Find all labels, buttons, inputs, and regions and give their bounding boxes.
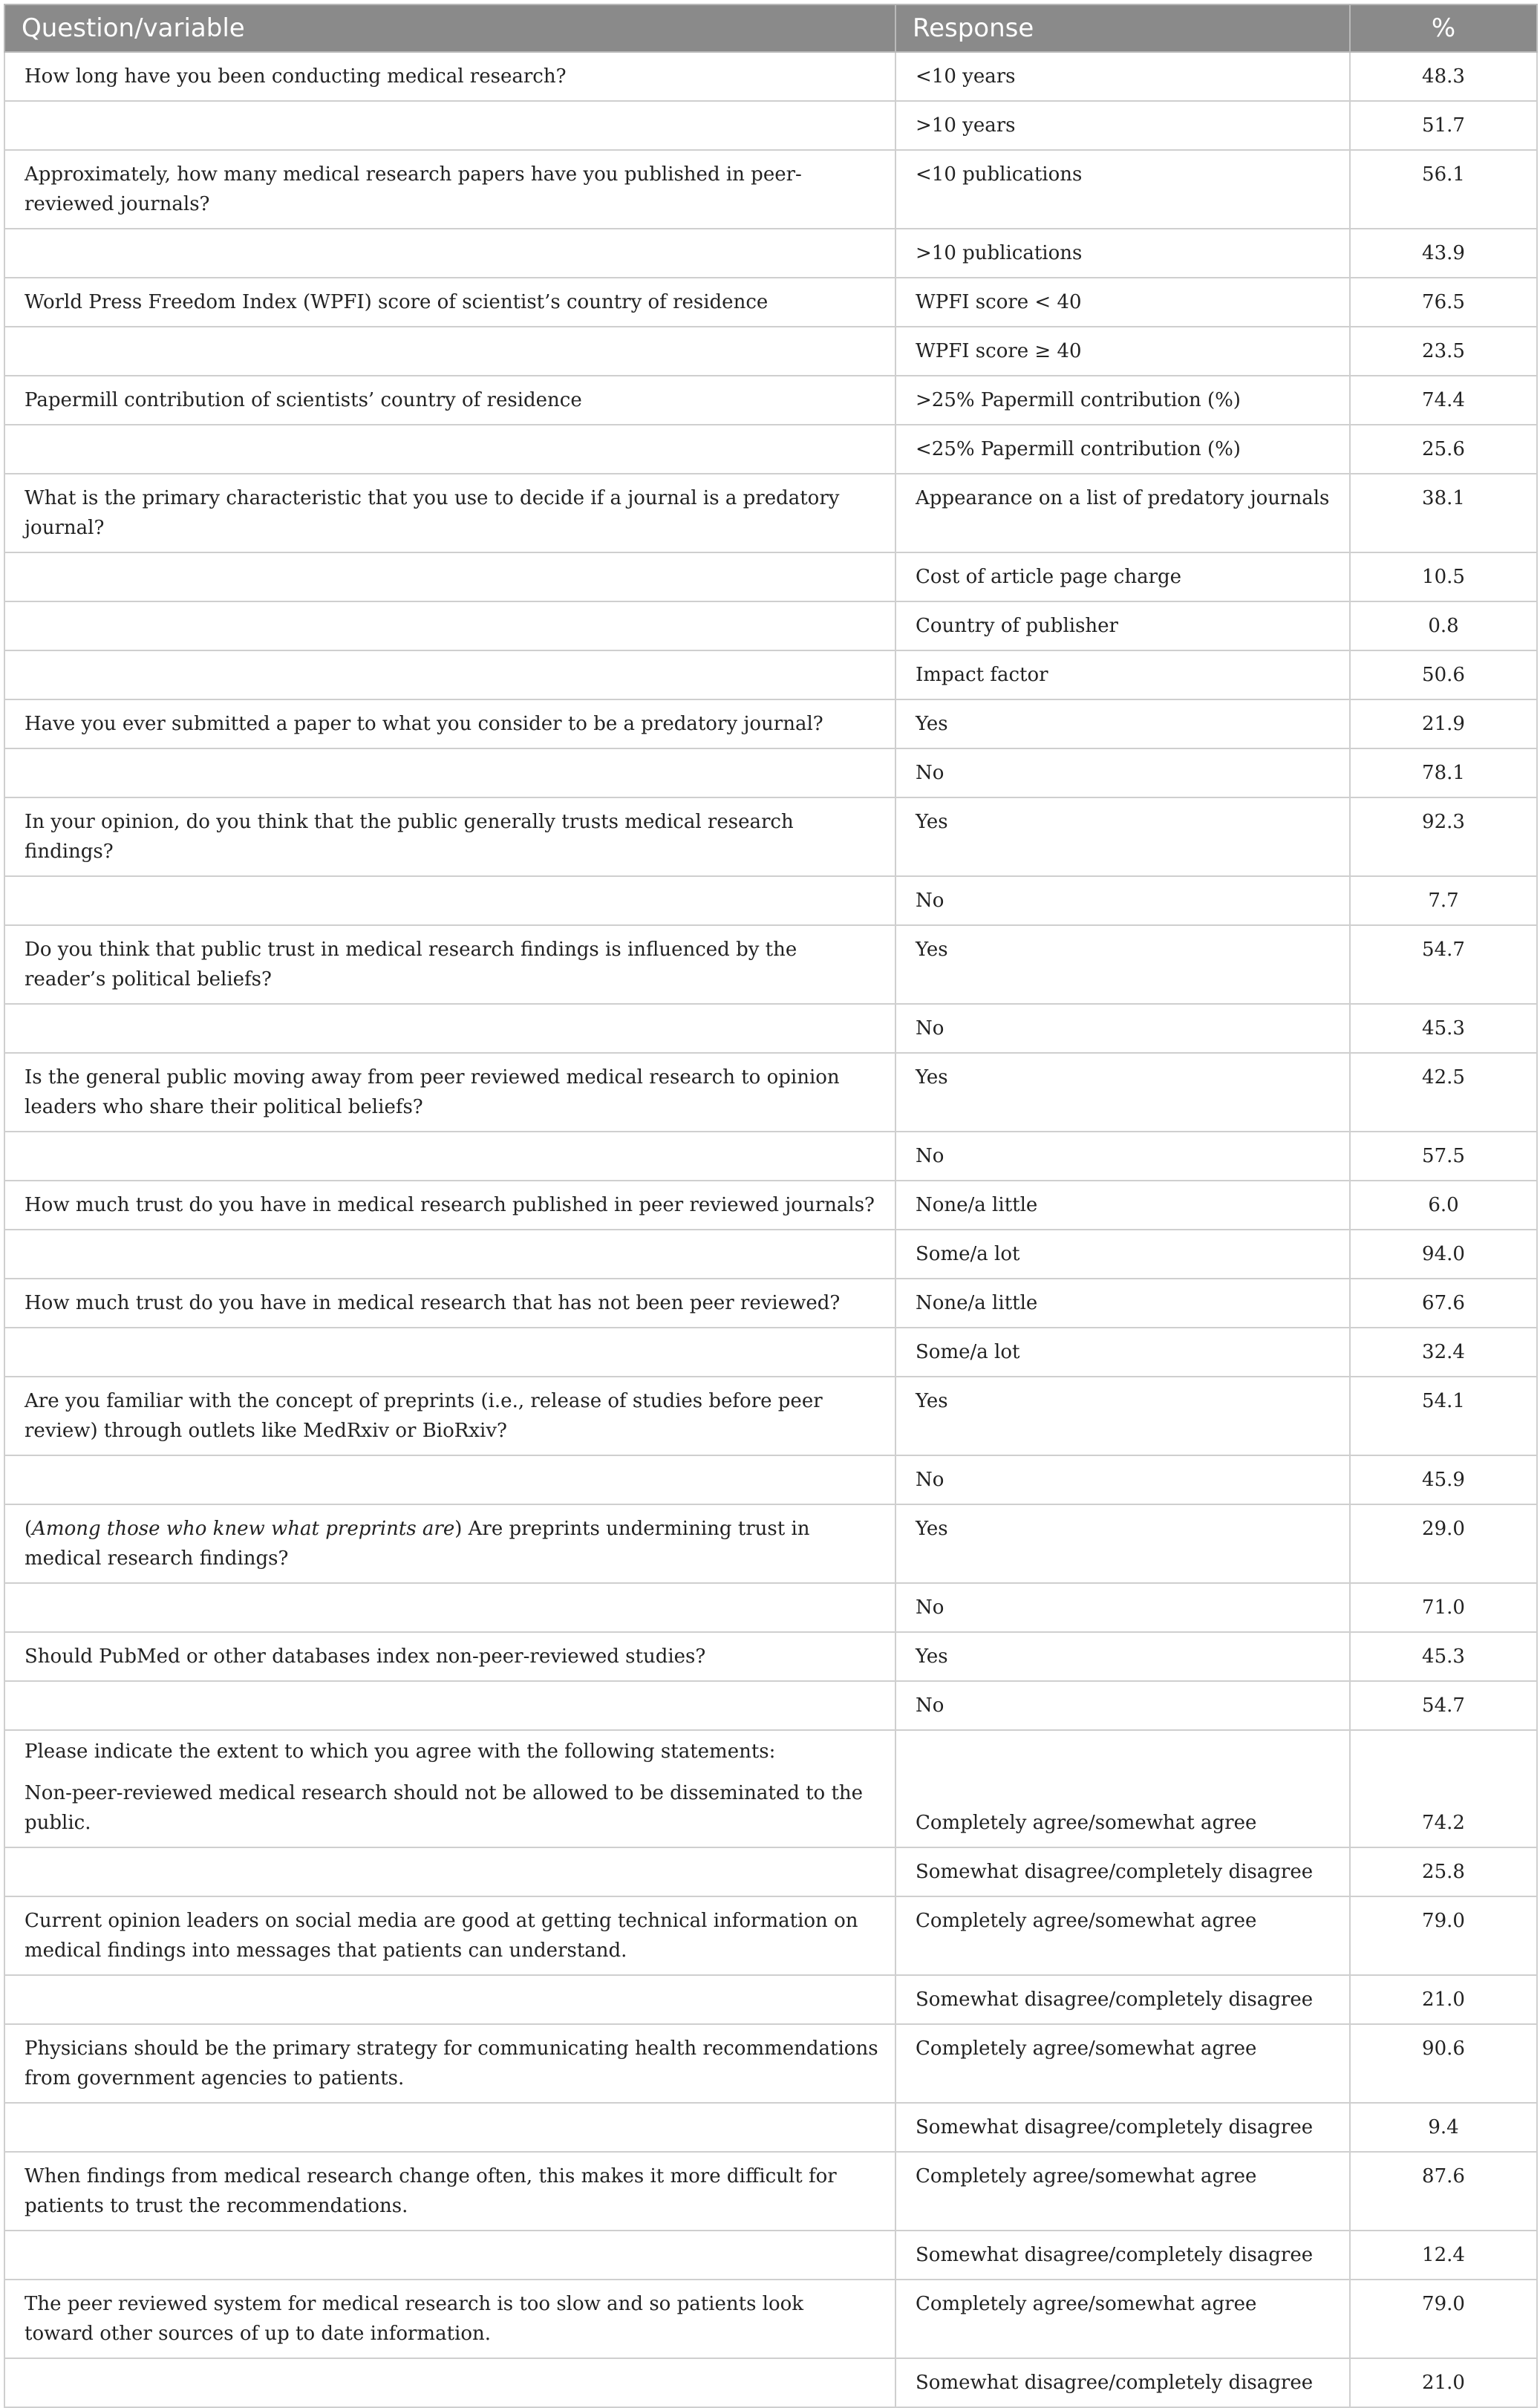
- table-row: [4, 474, 1537, 552]
- response-cell: Some/a lot: [895, 1328, 1350, 1377]
- percent-cell: 56.1: [1350, 150, 1537, 229]
- table-row: [4, 1053, 1537, 1132]
- table-row: [4, 1230, 1537, 1279]
- table-row: [4, 1504, 1537, 1583]
- question-text: Non-peer-reviewed medical research should not be allowed to be disseminated to the public.: [25, 1782, 864, 1834]
- percent-cell: 79.0: [1350, 1896, 1537, 1975]
- table-row: [4, 601, 1537, 650]
- response-cell: Appearance on a list of predatory journals: [895, 474, 1350, 552]
- question-cell: [4, 552, 895, 601]
- question-cell: Current opinion leaders on social media are good at getting technical information on medical findings into messages that patients can understand.: [4, 1896, 895, 1975]
- question-cell: Papermill contribution of scientists’ country of residence: [4, 376, 895, 425]
- table-row: [4, 925, 1537, 1004]
- percent-cell: 74.2: [1350, 1730, 1537, 1847]
- question-cell: [4, 1004, 895, 1053]
- table-row: [4, 1632, 1537, 1681]
- response-cell: Yes: [895, 1377, 1350, 1455]
- percent-cell: 12.4: [1350, 2231, 1537, 2280]
- question-cell: [4, 1975, 895, 2024]
- percent-cell: 21.0: [1350, 1975, 1537, 2024]
- table-row: [4, 52, 1537, 101]
- percent-cell: 54.1: [1350, 1377, 1537, 1455]
- response-cell: Cost of article page charge: [895, 552, 1350, 601]
- response-cell: <25% Papermill contribution (%): [895, 425, 1350, 474]
- response-cell: Somewhat disagree/completely disagree: [895, 1975, 1350, 2024]
- response-cell: Completely agree/somewhat agree: [895, 2152, 1350, 2231]
- percent-cell: 76.5: [1350, 278, 1537, 327]
- percent-cell: 6.0: [1350, 1181, 1537, 1230]
- response-cell: None/a little: [895, 1279, 1350, 1328]
- percent-cell: 87.6: [1350, 2152, 1537, 2231]
- question-cell: World Press Freedom Index (WPFI) score of scientist’s country of residence: [4, 278, 895, 327]
- header-response: Response: [895, 4, 1350, 52]
- table-row: [4, 1328, 1537, 1377]
- response-cell: No: [895, 876, 1350, 925]
- response-cell: Somewhat disagree/completely disagree: [895, 2231, 1350, 2280]
- question-cell: [4, 1583, 895, 1632]
- question-text: ) Are preprints undermining trust in medical research findings?: [25, 1518, 810, 1570]
- percent-cell: 67.6: [1350, 1279, 1537, 1328]
- percent-cell: 45.3: [1350, 1632, 1537, 1681]
- question-cell: [4, 1230, 895, 1279]
- question-cell: [4, 1681, 895, 1730]
- table-row: [4, 1975, 1537, 2024]
- question-cell: Is the general public moving away from peer reviewed medical research to opinion leaders who share their political beliefs?: [4, 1053, 895, 1132]
- table-row: [4, 278, 1537, 327]
- table-row: [4, 101, 1537, 150]
- percent-cell: 51.7: [1350, 101, 1537, 150]
- table-row: [4, 1004, 1537, 1053]
- response-cell: No: [895, 1132, 1350, 1181]
- question-cell: Approximately, how many medical research papers have you published in peer-reviewed journals?: [4, 150, 895, 229]
- table-row: [4, 1181, 1537, 1230]
- table-row: [4, 1896, 1537, 1975]
- percent-cell: 45.9: [1350, 1455, 1537, 1504]
- percent-cell: 90.6: [1350, 2024, 1537, 2103]
- table-row: [4, 425, 1537, 474]
- table-row: [4, 1730, 1537, 1847]
- percent-cell: 10.5: [1350, 552, 1537, 601]
- table-row: [4, 1455, 1537, 1504]
- question-cell: The peer reviewed system for medical research is too slow and so patients look toward other sources of up to date information.: [4, 2280, 895, 2358]
- table-row: [4, 327, 1537, 376]
- response-cell: No: [895, 1455, 1350, 1504]
- table-row: [4, 748, 1537, 797]
- question-cell: Have you ever submitted a paper to what you consider to be a predatory journal?: [4, 699, 895, 748]
- table-row: [4, 376, 1537, 425]
- question-cell: Are you familiar with the concept of preprints (i.e., release of studies before peer review) through outlets like MedRxiv or BioRxiv?: [4, 1377, 895, 1455]
- question-cell: Should PubMed or other databases index non-peer-reviewed studies?: [4, 1632, 895, 1681]
- question-cell: [4, 2103, 895, 2152]
- response-cell: Completely agree/somewhat agree: [895, 1896, 1350, 1975]
- question-cell: In your opinion, do you think that the public generally trusts medical research findings?: [4, 797, 895, 876]
- question-cell: [4, 2358, 895, 2407]
- response-cell: >10 publications: [895, 229, 1350, 278]
- question-cell: [4, 876, 895, 925]
- percent-cell: 54.7: [1350, 1681, 1537, 1730]
- question-cell: How much trust do you have in medical research that has not been peer reviewed?: [4, 1279, 895, 1328]
- table-row: [4, 552, 1537, 601]
- table-row: [4, 2280, 1537, 2358]
- response-cell: WPFI score ≥ 40: [895, 327, 1350, 376]
- table-row: [4, 229, 1537, 278]
- response-cell: Country of publisher: [895, 601, 1350, 650]
- question-cell: [4, 1730, 895, 1847]
- response-cell: Yes: [895, 699, 1350, 748]
- percent-cell: 48.3: [1350, 52, 1537, 101]
- survey-results-table: [4, 4, 1538, 2408]
- table-row: [4, 2231, 1537, 2280]
- table-row: [4, 2024, 1537, 2103]
- percent-cell: 74.4: [1350, 376, 1537, 425]
- percent-cell: 9.4: [1350, 2103, 1537, 2152]
- response-cell: >25% Papermill contribution (%): [895, 376, 1350, 425]
- response-cell: None/a little: [895, 1181, 1350, 1230]
- header-row: [4, 4, 1537, 52]
- question-cell: Physicians should be the primary strategy for communicating health recommendations from government agencies to patients.: [4, 2024, 895, 2103]
- question-cell: [4, 748, 895, 797]
- table-row: [4, 650, 1537, 699]
- percent-cell: 7.7: [1350, 876, 1537, 925]
- response-cell: Yes: [895, 925, 1350, 1004]
- percent-cell: 54.7: [1350, 925, 1537, 1004]
- table-row: [4, 1132, 1537, 1181]
- response-cell: <10 years: [895, 52, 1350, 101]
- question-cell: How long have you been conducting medical research?: [4, 52, 895, 101]
- response-cell: No: [895, 748, 1350, 797]
- question-cell: When findings from medical research change often, this makes it more difficult for patients to trust the recommendations.: [4, 2152, 895, 2231]
- table-row: [4, 150, 1537, 229]
- question-cell: How much trust do you have in medical research published in peer reviewed journals?: [4, 1181, 895, 1230]
- question-cell: [4, 601, 895, 650]
- percent-cell: 92.3: [1350, 797, 1537, 876]
- percent-cell: 25.8: [1350, 1847, 1537, 1896]
- percent-cell: 79.0: [1350, 2280, 1537, 2358]
- table-row: [4, 2152, 1537, 2231]
- header-question: Question/variable: [4, 4, 895, 52]
- percent-cell: 57.5: [1350, 1132, 1537, 1181]
- response-cell: No: [895, 1004, 1350, 1053]
- question-paren-open: (: [25, 1518, 33, 1540]
- table-row: [4, 1583, 1537, 1632]
- table-row: [4, 876, 1537, 925]
- response-cell: No: [895, 1681, 1350, 1730]
- question-cell: [4, 229, 895, 278]
- percent-cell: 71.0: [1350, 1583, 1537, 1632]
- question-cell: [4, 1455, 895, 1504]
- question-cell: [4, 650, 895, 699]
- question-cell: [4, 2231, 895, 2280]
- response-cell: Somewhat disagree/completely disagree: [895, 1847, 1350, 1896]
- table-row: [4, 699, 1537, 748]
- response-cell: Yes: [895, 1632, 1350, 1681]
- question-italic-qualifier: Among those who knew what preprints are: [32, 1518, 455, 1540]
- statements-intro: Please indicate the extent to which you agree with the following statements:: [25, 1740, 776, 1763]
- header-percent: %: [1350, 4, 1537, 52]
- question-cell: [4, 101, 895, 150]
- percent-cell: 29.0: [1350, 1504, 1537, 1583]
- question-cell: [4, 425, 895, 474]
- percent-cell: 43.9: [1350, 229, 1537, 278]
- table-row: [4, 2358, 1537, 2407]
- table-row: [4, 1847, 1537, 1896]
- percent-cell: 50.6: [1350, 650, 1537, 699]
- response-cell: Somewhat disagree/completely disagree: [895, 2103, 1350, 2152]
- percent-cell: 0.8: [1350, 601, 1537, 650]
- percent-cell: 45.3: [1350, 1004, 1537, 1053]
- response-cell: No: [895, 1583, 1350, 1632]
- response-cell: Some/a lot: [895, 1230, 1350, 1279]
- percent-cell: 42.5: [1350, 1053, 1537, 1132]
- table-row: [4, 2103, 1537, 2152]
- question-cell: Do you think that public trust in medical research findings is influenced by the reader’s political beliefs?: [4, 925, 895, 1004]
- question-cell: [4, 327, 895, 376]
- percent-cell: 32.4: [1350, 1328, 1537, 1377]
- response-cell: Completely agree/somewhat agree: [895, 1730, 1350, 1847]
- percent-cell: 78.1: [1350, 748, 1537, 797]
- response-cell: Completely agree/somewhat agree: [895, 2024, 1350, 2103]
- response-cell: <10 publications: [895, 150, 1350, 229]
- table-row: [4, 1279, 1537, 1328]
- question-cell: [4, 1504, 895, 1583]
- question-cell: [4, 1847, 895, 1896]
- response-cell: Impact factor: [895, 650, 1350, 699]
- question-cell: [4, 1132, 895, 1181]
- response-cell: Yes: [895, 797, 1350, 876]
- percent-cell: 21.9: [1350, 699, 1537, 748]
- percent-cell: 94.0: [1350, 1230, 1537, 1279]
- percent-cell: 25.6: [1350, 425, 1537, 474]
- response-cell: Yes: [895, 1504, 1350, 1583]
- table-row: [4, 797, 1537, 876]
- response-cell: Somewhat disagree/completely disagree: [895, 2358, 1350, 2407]
- response-cell: WPFI score < 40: [895, 278, 1350, 327]
- percent-cell: 23.5: [1350, 327, 1537, 376]
- question-cell: [4, 1328, 895, 1377]
- percent-cell: 21.0: [1350, 2358, 1537, 2407]
- response-cell: Yes: [895, 1053, 1350, 1132]
- response-cell: Completely agree/somewhat agree: [895, 2280, 1350, 2358]
- table-row: [4, 1681, 1537, 1730]
- percent-cell: 38.1: [1350, 474, 1537, 552]
- response-cell: >10 years: [895, 101, 1350, 150]
- question-cell: What is the primary characteristic that you use to decide if a journal is a predatory journal?: [4, 474, 895, 552]
- table-row: [4, 1377, 1537, 1455]
